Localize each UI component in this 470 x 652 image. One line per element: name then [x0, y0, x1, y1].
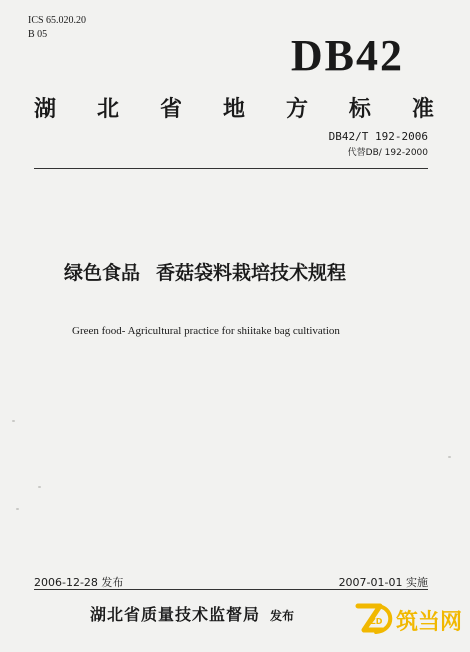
- scan-speck: [448, 456, 451, 458]
- ccs-code: B 05: [28, 29, 48, 40]
- standard-type-char: 地: [222, 97, 245, 122]
- standard-type-char: 省: [159, 97, 182, 122]
- replaces-value: DB/ 192-2000: [365, 148, 428, 158]
- replaces-prefix: 代替: [347, 148, 366, 158]
- title-cn-part1: 绿色食品: [64, 262, 141, 284]
- watermark-zd-mark-icon: [358, 606, 390, 632]
- standard-number: DB42/T 192-2006: [328, 130, 428, 143]
- watermark-text: 筑当网: [396, 610, 463, 635]
- publisher-suffix: 发布: [270, 609, 295, 623]
- scan-speck: [16, 508, 19, 510]
- standard-type-char: 湖: [34, 97, 57, 122]
- standard-type-heading: [34, 92, 434, 123]
- standard-type-char: 准: [411, 97, 434, 122]
- zhudang-watermark-logo: [354, 598, 466, 640]
- title-cn-part2: 香菇袋料栽培技术规程: [156, 262, 347, 284]
- scan-speck: [12, 420, 15, 422]
- standard-type-char: 方: [285, 97, 308, 122]
- watermark-mark-text: ZD: [370, 617, 383, 626]
- footer-divider: [34, 589, 428, 590]
- header-divider: [34, 168, 428, 169]
- scan-speck: [38, 486, 41, 488]
- publisher-name: 湖北省质量技术监督局: [90, 605, 261, 624]
- title-chinese: [64, 258, 346, 285]
- standard-type-char: 标: [348, 97, 371, 122]
- title-english: Green food- Agricultural practice for shiitake bag cultivation: [72, 325, 340, 337]
- issue-date: 2006-12-28 发布: [34, 576, 124, 589]
- classification-codes: [28, 14, 86, 42]
- implementation-date: 2007-01-01 实施: [338, 576, 428, 589]
- standard-type-char: 北: [96, 97, 119, 122]
- publisher: [90, 602, 294, 625]
- ics-code: ICS 65.020.20: [28, 15, 87, 26]
- standard-code: DB42: [290, 31, 404, 80]
- replaces-standard: [348, 145, 428, 158]
